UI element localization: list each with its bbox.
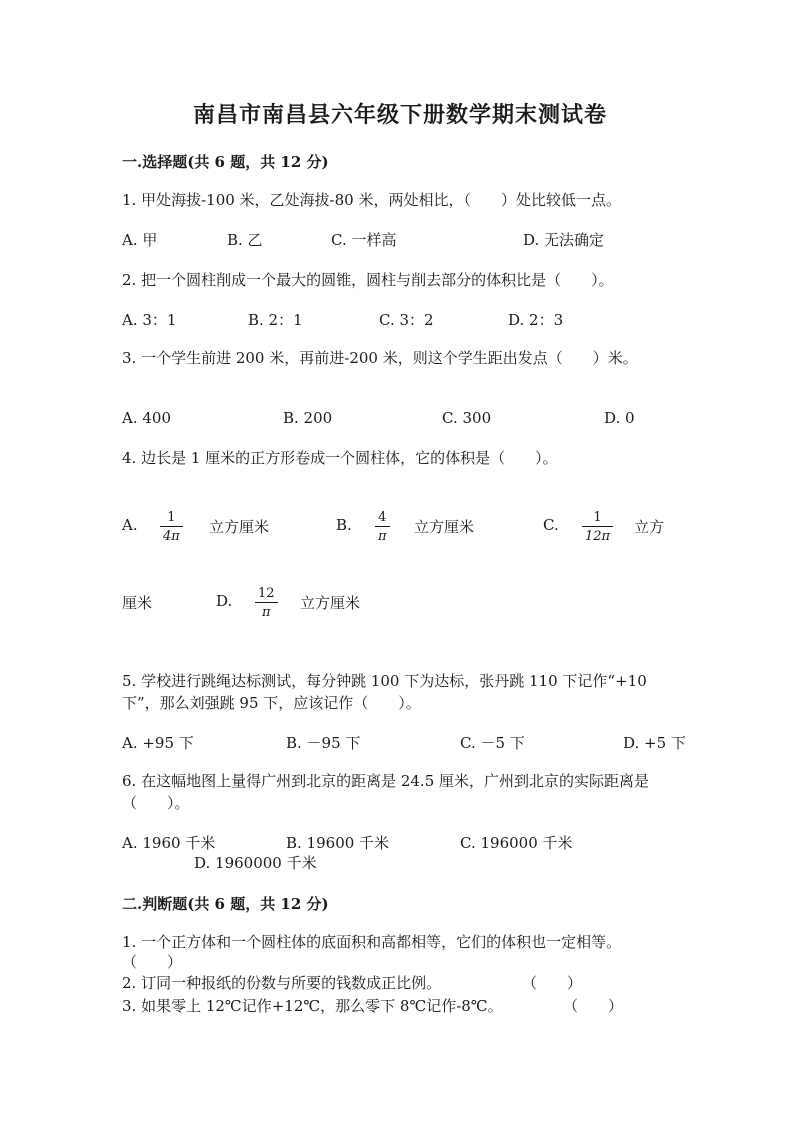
question-1: 1. 甲处海拔-100 米，乙处海拔-80 米，两处相比，（ ）处比较低一点。 [122,191,621,209]
question-6-line-1: 6. 在这幅地图上量得广州到北京的距离是 24.5 厘米，广州到北京的实际距离是 [122,772,650,790]
q4-option-b-fraction [375,510,390,544]
q6-option-a: A. 1960 千米 [122,834,216,852]
q2-option-c: C. 3：2 [379,311,434,329]
page-title: 南昌市南昌县六年级下册数学期末测试卷 [192,102,607,128]
q3-option-d: D. 0 [604,409,635,427]
q3-option-c: C. 300 [442,409,492,427]
fraction-bar [375,526,390,527]
q3-option-b: B. 200 [283,409,333,427]
judgement-1-blank: （ ） [122,953,183,971]
fraction-denominator: π [378,529,387,544]
question-5-line-2: 下”，那么刘强跳 95 下，应该记作（ ）。 [122,694,421,712]
q4-option-d-fraction [255,586,278,620]
q4-option-a-fraction [160,510,183,544]
fraction-bar [255,602,278,603]
q2-option-b: B. 2：1 [248,311,303,329]
q4-option-b-unit: 立方厘米 [414,518,475,536]
q4-option-a-label: A. [122,516,138,534]
q2-option-d: D. 2：3 [508,311,564,329]
section-heading-choice: 一.选择题(共 6 题，共 12 分) [122,153,329,171]
q4-option-c-unit-part1: 立方 [634,518,665,536]
judgement-2: 2. 订同一种报纸的份数与所要的钱数成正比例。 [122,974,442,992]
q4-option-c-label: C. [543,516,559,534]
q6-option-d: D. 1960000 千米 [194,854,317,872]
q4-option-d-label: D. [216,592,233,610]
question-6-line-2: （ ）。 [122,794,190,812]
q4-option-c-fraction [582,510,613,544]
q3-option-a: A. 400 [122,409,171,427]
q5-option-c: C. －5 下 [460,734,525,752]
judgement-2-blank: （ ） [522,974,583,992]
q4-option-c-unit-part2: 厘米 [122,594,153,612]
judgement-3-blank: （ ） [563,997,624,1015]
question-5-line-1: 5. 学校进行跳绳达标测试，每分钟跳 100 下为达标，张丹跳 110 下记作“+10 [122,672,647,690]
question-4: 4. 边长是 1 厘米的正方形卷成一个圆柱体，它的体积是（ ）。 [122,449,558,467]
section-heading-judgement: 二.判断题(共 6 题，共 12 分) [122,895,329,913]
q5-option-d: D. +5 下 [623,734,686,752]
fraction-bar [582,526,613,527]
question-2: 2. 把一个圆柱削成一个最大的圆锥，圆柱与削去部分的体积比是（ ）。 [122,271,614,289]
q1-option-c: C. 一样高 [331,231,397,249]
q6-option-b: B. 19600 千米 [286,834,390,852]
judgement-3: 3. 如果零上 12℃记作+12℃，那么零下 8℃记作-8℃。 [122,997,503,1015]
q1-option-b: B. 乙 [227,231,263,249]
q4-option-a-unit: 立方厘米 [209,518,270,536]
q4-option-b-label: B. [336,516,352,534]
q6-option-c: C. 196000 千米 [460,834,573,852]
fraction-numerator: 1 [167,510,176,525]
q4-option-d-unit: 立方厘米 [300,594,361,612]
fraction-numerator: 4 [378,510,387,525]
fraction-numerator: 1 [593,510,602,525]
fraction-denominator: π [262,605,271,620]
judgement-1-line-1: 1. 一个正方体和一个圆柱体的底面积和高都相等，它们的体积也一定相等。 [122,933,622,951]
fraction-denominator: 4π [163,529,180,544]
fraction-numerator: 12 [258,586,275,601]
question-3: 3. 一个学生前进 200 米，再前进-200 米，则这个学生距出发点（ ）米。 [122,349,638,367]
q1-option-d: D. 无法确定 [523,231,605,249]
q5-option-a: A. +95 下 [122,734,194,752]
fraction-bar [160,526,183,527]
q2-option-a: A. 3：1 [122,311,177,329]
q5-option-b: B. －95 下 [286,734,361,752]
q1-option-a: A. 甲 [122,231,158,249]
fraction-denominator: 12π [585,529,611,544]
